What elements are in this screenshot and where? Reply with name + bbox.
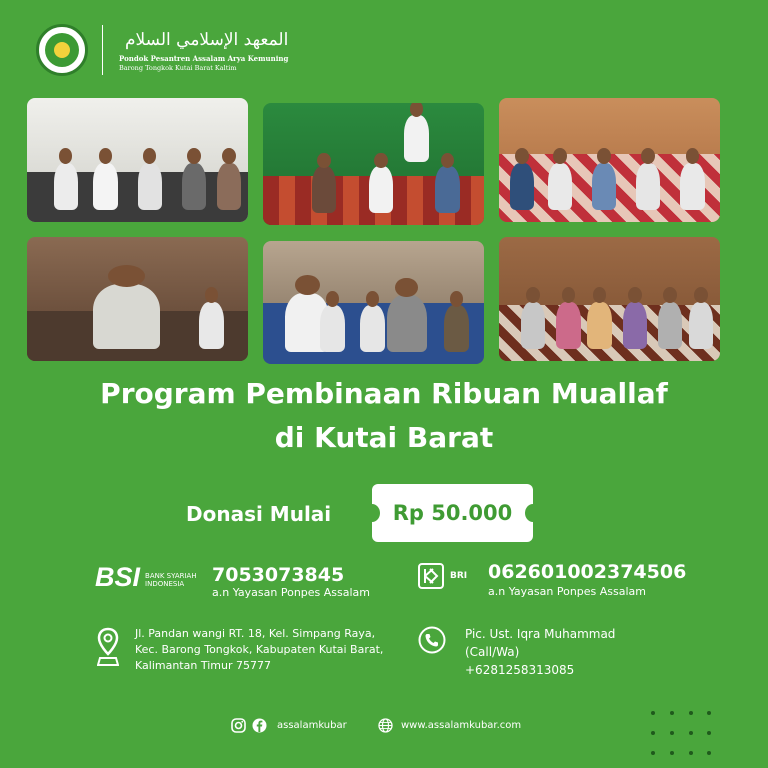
headline-line-1: Program Pembinaan Ribuan Muallaf bbox=[100, 377, 668, 410]
bsi-logo-sub2: INDONESIA bbox=[145, 580, 185, 588]
bri-account-number: 062601002374506 bbox=[488, 561, 687, 583]
contact-block bbox=[465, 625, 615, 679]
org-location: Barong Tongkok Kutai Barat Kaltim bbox=[119, 63, 237, 72]
photo-mosque-sermon bbox=[263, 103, 484, 225]
bsi-logo-sub1: BANK SYARIAH bbox=[145, 572, 197, 580]
header bbox=[36, 22, 288, 78]
address-block bbox=[135, 626, 383, 674]
header-divider bbox=[102, 25, 103, 75]
facebook-icon[interactable] bbox=[252, 718, 267, 733]
photo-gathering-hall bbox=[27, 98, 248, 222]
donation-label: Donasi Mulai bbox=[186, 502, 332, 526]
instagram-icon[interactable] bbox=[231, 718, 246, 733]
donation-amount-ticket bbox=[372, 484, 533, 542]
bri-account-holder: a.n Yayasan Ponpes Assalam bbox=[488, 585, 647, 598]
bri-logo-icon bbox=[418, 563, 444, 589]
website-link[interactable]: www.assalamkubar.com bbox=[401, 720, 522, 731]
bsi-account-holder: a.n Yayasan Ponpes Assalam bbox=[212, 586, 371, 599]
org-block bbox=[119, 29, 288, 72]
bsi-logo-mark: BSI bbox=[95, 562, 141, 592]
bsi-account-number: 7053073845 bbox=[212, 564, 345, 586]
photo-women-gathering bbox=[499, 237, 720, 361]
phone-icon bbox=[418, 626, 446, 654]
address-line-3: Kalimantan Timur 75777 bbox=[135, 659, 271, 672]
headline bbox=[0, 372, 768, 460]
bsi-logo bbox=[95, 564, 197, 591]
globe-icon bbox=[378, 718, 393, 733]
photo-floor-meeting bbox=[499, 98, 720, 222]
decorative-dot-grid bbox=[651, 711, 711, 757]
crescent-emblem-icon bbox=[45, 33, 79, 67]
address-line-1: Jl. Pandan wangi RT. 18, Kel. Simpang Raya, bbox=[135, 627, 376, 640]
contact-person: Pic. Ust. Iqra Muhammad bbox=[465, 627, 616, 641]
pesantren-logo bbox=[36, 24, 88, 76]
photo-handshake-shahada bbox=[263, 241, 484, 364]
bsi-logo-subtitle bbox=[145, 572, 197, 588]
address-line-2: Kec. Barong Tongkok, Kabupaten Kutai Barat, bbox=[135, 643, 384, 656]
org-arabic-title: المعهد الإسلامي السلام bbox=[125, 29, 289, 50]
bri-logo-text: BRI bbox=[450, 571, 468, 581]
social-handle[interactable]: assalamkubar bbox=[277, 720, 347, 731]
contact-mode: (Call/Wa) bbox=[465, 645, 520, 659]
location-pin-icon bbox=[97, 627, 119, 667]
photo-man-speaking bbox=[27, 237, 248, 361]
org-name: Pondok Pesantren Assalam Arya Kemuning bbox=[119, 53, 289, 63]
headline-line-2: di Kutai Barat bbox=[274, 421, 494, 454]
donation-amount: Rp 50.000 bbox=[392, 501, 513, 525]
contact-phone[interactable]: +6281258313085 bbox=[465, 663, 575, 677]
